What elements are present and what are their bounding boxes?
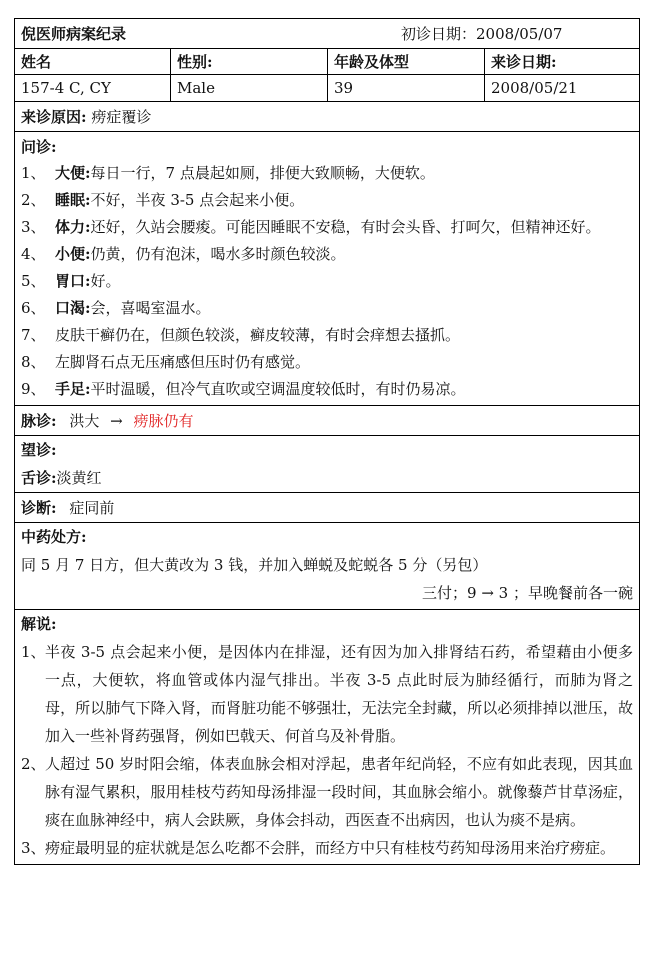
item-body [55, 322, 460, 349]
first-visit [395, 19, 639, 48]
explanation-item [21, 750, 633, 834]
item-number: 6、 [21, 299, 46, 317]
inquiry-item [21, 322, 633, 349]
record-title: 倪医师病案纪录 [21, 25, 127, 43]
item-body [55, 295, 211, 322]
prescription-line-2: 三付；9 → 3 ；早晚餐前各一碗 [422, 584, 633, 602]
info-header-row [15, 49, 639, 75]
item-number: 4、 [21, 245, 46, 263]
item-number: 7、 [21, 326, 46, 344]
item-body [55, 268, 121, 295]
pulse-row [15, 406, 639, 436]
prescription-section [15, 523, 639, 610]
inquiry-item [21, 268, 633, 295]
item-body [55, 187, 304, 214]
value-name: 157-4 C, CY [15, 75, 171, 101]
item-number: 9、 [21, 380, 46, 398]
item-number: 8、 [21, 353, 46, 371]
inquiry-item [21, 214, 633, 241]
first-visit-date: 2008/05/07 [476, 25, 563, 43]
inquiry-list [21, 160, 633, 403]
header-visit-date: 来诊日期: [491, 53, 557, 71]
item-key: 手足: [55, 380, 91, 398]
item-key: 小便: [55, 245, 91, 263]
item-number: 3、 [21, 218, 46, 236]
item-key: 体力: [55, 218, 91, 236]
item-text: 半夜 3-5 点会起来小便，是因体内在排湿，还有因为加入排肾结石药，希望藉由小便多一点，大便软，将血管或体内湿气排出。半夜 3-5 点此时辰为肺经循行，而肺为肾之母，所以肺气下降入肾，而肾脏功能不够强壮，无法完全封藏，所以必须排掉以泄压，故加入一些补肾药强肾，例如巴戟天、何首乌及补骨脂。 [45, 643, 633, 745]
explanation-item [21, 834, 633, 862]
item-number: 1、 [21, 643, 46, 661]
arrow-icon: → [110, 412, 123, 430]
explanation-label: 解说: [21, 615, 57, 633]
prescription-line-1: 同 5 月 7 日方，但大黄改为 3 钱，并加入蝉蜕及蛇蜕各 5 分（另包） [21, 556, 488, 574]
prescription-label: 中药处方: [21, 528, 87, 546]
item-text: 还好，久站会腰痠。可能因睡眠不安稳，有时会头昏、打呵欠，但精神还好。 [90, 218, 601, 236]
item-number: 1、 [21, 164, 46, 182]
inquiry-item [21, 160, 633, 187]
tongue-line [21, 464, 633, 492]
diagnosis-label: 诊断: [21, 499, 57, 517]
item-key: 大便: [55, 164, 91, 182]
explanation-list [21, 638, 633, 862]
observe-label: 望诊: [21, 441, 57, 459]
first-visit-label: 初诊日期： [401, 25, 477, 43]
value-visit-date: 2008/05/21 [491, 79, 578, 97]
reason-label: 来诊原因: [21, 108, 87, 126]
item-number: 2、 [21, 191, 46, 209]
item-text: 不好，半夜 3-5 点会起来小便。 [90, 191, 305, 209]
observe-section [15, 436, 639, 493]
item-text: 每日一行，7 点晨起如厕，排便大致顺畅，大便软。 [90, 164, 435, 182]
item-body [55, 349, 310, 376]
item-key: 胃口: [55, 272, 91, 290]
reason-value: 痨症覆诊 [91, 108, 152, 126]
explanation-section [15, 610, 639, 864]
pulse-value: 洪大 [69, 412, 100, 430]
item-number: 2、 [21, 755, 46, 773]
pulse-result: 痨脉仍有 [133, 412, 194, 430]
diagnosis-value: 症同前 [69, 499, 115, 517]
item-text: 痨症最明显的症状就是怎么吃都不会胖，而经方中只有桂枝芍药知母汤用来治疗痨症。 [45, 839, 616, 857]
reason-row [15, 102, 639, 132]
item-body [55, 214, 601, 241]
inquiry-item [21, 295, 633, 322]
inquiry-label: 问诊: [21, 138, 57, 156]
item-number: 3、 [21, 839, 46, 857]
pulse-label: 脉诊: [21, 412, 57, 430]
item-key: 睡眠: [55, 191, 91, 209]
item-body [55, 376, 466, 403]
header-name: 姓名 [15, 49, 171, 74]
inquiry-item [21, 241, 633, 268]
item-text: 人超过 50 岁时阳会缩，体表血脉会相对浮起，患者年纪尚轻，不应有如此表现，因其血脉有湿气累积，服用桂枝芍药知母汤排湿一段时间，其血脉会缩小。就像藜芦甘草汤症，痰在血脉神经中，病人会趺厥，身体会抖动，西医查不出病因，也认为痰不是病。 [45, 755, 633, 829]
inquiry-item [21, 349, 633, 376]
value-sex: Male [171, 75, 328, 101]
item-number: 5、 [21, 272, 46, 290]
item-text: 皮肤干癣仍在，但颜色较淡，癣皮较薄，有时会痒想去搔抓。 [55, 326, 461, 344]
item-text: 左脚肾石点无压痛感但压时仍有感觉。 [55, 353, 311, 371]
item-text: 好。 [90, 272, 121, 290]
diagnosis-row [15, 493, 639, 523]
header-sex: 性别: [171, 49, 328, 74]
header-age: 年龄及体型 [328, 49, 485, 74]
inquiry-item [21, 187, 633, 214]
inquiry-section [15, 132, 639, 406]
value-age: 39 [328, 75, 485, 101]
item-text: 平时温暖，但冷气直吹或空调温度较低时，有时仍易凉。 [90, 380, 466, 398]
inquiry-item [21, 376, 633, 403]
explanation-item [21, 638, 633, 750]
item-key: 口渴: [55, 299, 91, 317]
item-text: 仍黄，仍有泡沫，喝水多时颜色较淡。 [90, 245, 346, 263]
info-values-row [15, 75, 639, 102]
tongue-value: 淡黄红 [56, 469, 102, 487]
case-record [14, 18, 640, 865]
title-row [15, 19, 639, 49]
item-body [55, 160, 435, 187]
item-text: 会，喜喝室温水。 [90, 299, 211, 317]
tongue-label: 舌诊: [21, 469, 57, 487]
item-body [55, 241, 346, 268]
